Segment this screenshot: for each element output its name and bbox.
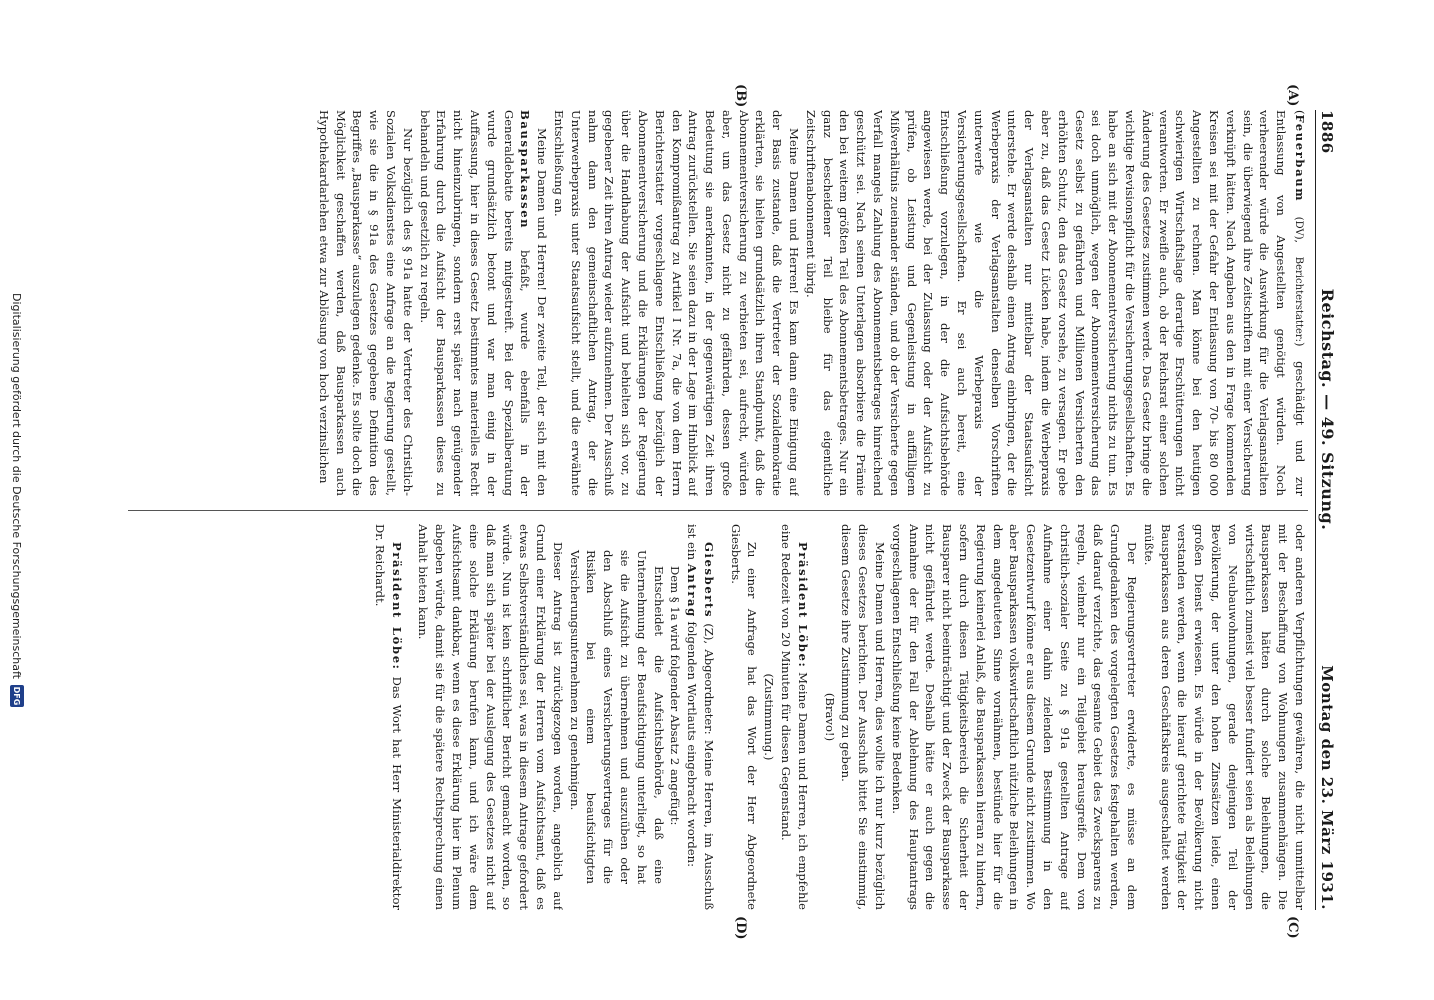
paragraph	[683, 524, 717, 910]
paragraph: oder anderen Verpflichtungen gewähren, die nicht unmittelbar mit der Beschaffung von Wohnungen zusammenhängen. Die Bausparkassen hätten durch solche Beleihungen, die wirtschaftlich zumeist viel besser fundiert seien als Beleihungen von Neubauwohnungen, gerade denjenigen Teil der Bevölkerung, der unter den hohen Zinssätzen leide, einen großen Dienst erwiesen. Es würde in der Bevölkerung nicht verstanden werden, wenn die hierauf gerichtete Tätigkeit der Bausparkassen aus deren Geschäftskreis ausgeschaltet werden müßte.	[1141, 524, 1307, 910]
speaker-name: Feuerbaum	[1293, 114, 1307, 203]
session-date: Montag den 23. März 1931.	[1318, 665, 1336, 910]
paragraph	[777, 524, 811, 910]
paragraph: (Feuerbaum (DV), Berichterstatter:) geschädigt und zur Entlassung von Angestellten genötigt würden. Noch verheerender würde die Auswirkung für die Verlagsanstalten sein, die überwiegend ihre Zeitschriften mit einer Versicherung verknüpft hätten. Nach Angaben aus den in Frage kommenden Kreisen sei mit der Gefahr der Entlassung von 70- bis 80 000 Angestellten zu rechnen. Man könne bei den heutigen schwierigen Wirtschaftslage derartige Erschütterungen nicht verantworten. Er zweifle auch, ob der Reichsrat einer solchen Änderung des Gesetzes zustimmen werde. Das Gesetz bringe die wichtige Revisionspflicht für die Versicherungsgesellschaften. Es habe an sich mit der Abonnementversicherung nichts zu tun. Es sei doch unmöglich, wegen der Abonnementversicherung das Gesetz selbst zu gefährden und Millionen Versicherten den erhöhten Schutz, den das Gesetz vorsehe, zu versagen. Er gebe aber zu, daß das Gesetz Lücken habe, indem die Werbepraxis der Verlagsanstalten nur mittelbar der Staatsaufsicht unterstehe. Er werde deshalb einen Antrag einbringen, der die Werbepraxis der Verlagsanstalten denselben Vorschriften unterwerfe wie die Werbepraxis der Versicherungsgesellschaften. Er sei auch bereit, eine Entschließung vorzulegen, in der die Aufsichtsbehörde angewiesen werde, bei der Zulassung oder der Aufsicht zu prüfen, ob Leistung und Gegenleistung in auffälligem Mißverhältnis zueinander ständen, und ob der Versicherte gegen Verfall mangels Zahlung des Abonnementsbetrages hinreichend geschützt sei. Nach seinen Unterlagen absorbiere die Prämie den bei weitem größten Teil des Abonnementsbetrages. Nur ein ganz bescheidener Teil bleibe für das eigentliche Zeitschriftenabonnement übrig.	[803, 110, 1307, 496]
paragraph: Nur bezüglich des § 91a hatte der Vertreter des Christlich-Sozialen Volksdienstes eine Anfrage an die Regierung gestellt, wie sie die in § 91a des Gesetzes gegebene Definition des Begriffes „Bausparkasse“ auszulegen gedenke. Es sollte doch die Möglichkeit geschaffen werden, daß Bausparkassen auch Hypothekardarlehen etwa zur Ablösung von hoch verzinslichen	[316, 110, 415, 496]
bold-term: Bausparkassen	[518, 110, 533, 230]
margin-marker-c: (C)	[1285, 916, 1300, 939]
paragraph-text: geschädigt und zur Entlassung von Angestellten genötigt würden. Noch verheerender würde die Auswirkung für die Verlagsanstalten sein, die überwiegend ihre Zeitschriften mit einer Versicherung verknüpft hätten. Nach Angaben aus den in Frage kommenden Kreisen sei mit der Gefahr der Entlassung von 70- bis 80 000 Angestellten zu rechnen. Man könne bei den heutigen schwierigen Wirtschaftslage derartige Erschütterungen nicht verantworten. Er zweifle auch, ob der Reichsrat einer solchen Änderung des Gesetzes zustimmen werde. Das Gesetz bringe die wichtige Revisionspflicht für die Versicherungsgesellschaften. Es habe an sich mit der Abonnementversicherung nichts zu tun. Es sei doch unmöglich, wegen der Abonnementversicherung das Gesetz selbst zu gefährden und Millionen Versicherten den erhöhten Schutz, den das Gesetz vorsehe, zu versagen. Er gebe aber zu, daß das Gesetz Lücken habe, indem die Werbepraxis der Verlagsanstalten nur mittelbar der Staatsaufsicht unterstehe. Er werde deshalb einen Antrag einbringen, der die Werbepraxis der Verlagsanstalten denselben Vorschriften unterwerfe wie die Werbepraxis der Versicherungsgesellschaften. Er sei auch bereit, eine Entschließung vorzulegen, in der die Aufsichtsbehörde angewiesen werde, bei der Zulassung oder der Aufsicht zu prüfen, ob Leistung und Gegenleistung in auffälligem Mißverhältnis zueinander ständen, und ob der Versicherte gegen Verfall mangels Zahlung des Abonnementsbetrages hinreichend geschützt sei. Nach seinen Unterlagen absorbiere die Prämie den bei weitem größten Teil des Abonnementsbetrages. Nur ein ganz bescheidener Teil bleibe für das eigentliche Zeitschriftenabonnement übrig.	[803, 110, 1307, 496]
funding-footer	[5, 0, 29, 1000]
paragraph: Meine Damen und Herren, dies wollte ich nur kurz bezüglich dieses Gesetzes berichten. Der Ausschuß bittet Sie einstimmig, diesem Gesetze ihre Zustimmung zu geben.	[839, 524, 888, 910]
paragraph	[371, 524, 405, 910]
column-divider	[128, 510, 1308, 511]
paragraph-text: folgenden Wortlauts eingebracht worden:	[685, 621, 700, 867]
paragraph-text: (Z), Abgeordneter: Meine Herren, im Ausschuß ist ein	[685, 524, 716, 910]
speaker-name: Giesberts	[701, 542, 716, 619]
page-header	[1318, 110, 1344, 910]
right-column	[108, 524, 1308, 910]
margin-marker-b: (B)	[733, 84, 748, 108]
interjection: (Bravo!)	[822, 692, 837, 742]
spacer	[717, 524, 727, 910]
document-sheet	[84, 84, 1344, 940]
paragraph: Dieser Antrag ist zurückgezogen worden, angeblich auf Grund einer Erklärung der Herren vom Aufsichtsamt, daß es etwas Selbstverständliches sei, was in diesem Antrage gefordert würde. Nun ist kein schriftlicher Bericht gemacht worden, so daß man sich später bei der Auslegung des Gesetzes nicht auf eine solche Erklärung berufen kann, und ich wäre dem Aufsichtsamt dankbar, wenn es diese Erklärung hier im Plenum abgeben würde, damit sie für die spätere Rechtsprechung einen Anhalt bieten kann.	[416, 524, 565, 910]
margin-marker-d: (D)	[733, 916, 748, 940]
bold-term: Antrag	[685, 563, 700, 618]
quoted-motion-text: Entscheidet die Aufsichtsbehörde, daß eine Unternehmung der Beaufsichtigung unterliegt, so hat sie die Aufsicht zu übernehmen und auszuüben oder den Abschluß eines Versicherungsvertrages für die Risiken bei einem beaufsichtigten Versicherungsunternehmen zu genehmigen.	[567, 550, 666, 884]
spacer	[811, 524, 821, 910]
dfg-logo: DFG	[10, 685, 24, 707]
page-title: Reichstag. — 49. Sitzung.	[1318, 288, 1337, 531]
speaker-name: Präsident Löbe:	[795, 542, 810, 669]
paragraph-text: Meine Damen und Herren, ich empfehle eine Redezeit von 20 Minuten für diesen Gegenstand.	[779, 524, 810, 910]
quoted-motion-heading: Dem § 1a wird folgender Absatz 2 angefügt:	[668, 566, 683, 826]
interjection: (Zustimmung.)	[762, 673, 777, 761]
paragraph-text: Das Wort hat Herr Ministerialdirektor Dr. Reichardt.	[372, 524, 404, 910]
speaker-note: (DV), Berichterstatter:	[1293, 216, 1304, 343]
paragraph: Zu einer Anfrage hat das Wort der Herr Abgeordnete Giesberts.	[728, 524, 760, 910]
paragraph	[416, 110, 550, 496]
paragraph: Der Regierungsvertreter erwiderte, es müsse an dem Grundgedanken des vorgelegten Gesetzes festgehalten werden, daß darauf verzichte, das gesamte Gebiet des Zwecksparens zu regeln, vielmehr nur ein Teilgebiet herausgreife. Dem von christlich-sozialer Seite zu § 91a gestellten Antrage auf Aufnahme einer dahin zielenden Bestimmung in den Gesetzentwurf könne er aus diesem Grunde nicht zustimmen. Wo aber Bausparkassen volkswirtschaftlich nützliche Beleihungen in dem angedeuteten Sinne vornähmen, bestünde hier für die Regierung keinerlei Anlaß, die Bausparkassen hieran zu hindern, sofern durch diesen Tätigkeitsbereich die Sicherheit der Bausparer nicht beeinträchtigt und der Zweck der Bausparkasse nicht gefährdet werde. Deshalb hätte er auch gegen die Annahme der für den Fall der Ablehnung des Hauptantrags vorgeschlagenen Entschließung keine Bedenken.	[889, 524, 1140, 910]
header-rule	[1315, 110, 1316, 910]
margin-marker-a: (A)	[1285, 84, 1300, 107]
speaker-name: Präsident Löbe:	[389, 542, 404, 671]
page-number: 1886	[1318, 110, 1336, 154]
paragraph-text: befaßt, wurde ebenfalls in der Generaldebatte bereits mitgestreift. Bei der Spezialberatung wurde grundsätzlich betont und war man einig in der Auffassung, hier in dieses Gesetz bestimmtes materielles Recht nicht hineinzubringen, sondern erst später nach genügender Erfahrung durch die Aufsicht der Bausparkassen dieses zu behandeln und gesetzlich zu regeln.	[417, 110, 533, 496]
paragraph: Meine Damen und Herren! Es kam dann eine Einigung auf der Basis zustande, daß die Vertreter der Sozialdemokratie erklärten, sie hielten grundsätzlich ihren Standpunkt, daß die Abonnementversicherung zu verbieten sei, aufrecht, würden aber, um das Gesetz nicht zu gefährden, dessen große Bedeutung sie anerkannten, in der gegenwärtigen Zeit ihren Antrag zurückstellen. Sie seien dazu in der Lage im Hinblick auf den Kompromißantrag zu Artikel I Nr. 7a, die von dem Herrn Berichterstatter vorgeschlagene Entschließung bezüglich der Abonnementversicherung und die Erklärungen der Regierung über die Handhabung der Aufsicht und behielten sich vor, zu gegebener Zeit ihren Antrag wieder aufzunehmen. Der Ausschuß nahm dann den gemeinschaftlichen Antrag, der die Unterwerbepraxis unter Staatsaufsicht stellt, und die erwähnte Entschließung an.	[551, 110, 802, 496]
funding-note: Digitalisierung gefördert durch die Deutsche Forschungsgemeinschaft	[10, 293, 24, 679]
paragraph-text: Meine Damen und Herren! Der zweite Teil, der sich mit den	[535, 128, 550, 496]
left-column	[108, 110, 1308, 496]
spacer	[405, 524, 415, 910]
